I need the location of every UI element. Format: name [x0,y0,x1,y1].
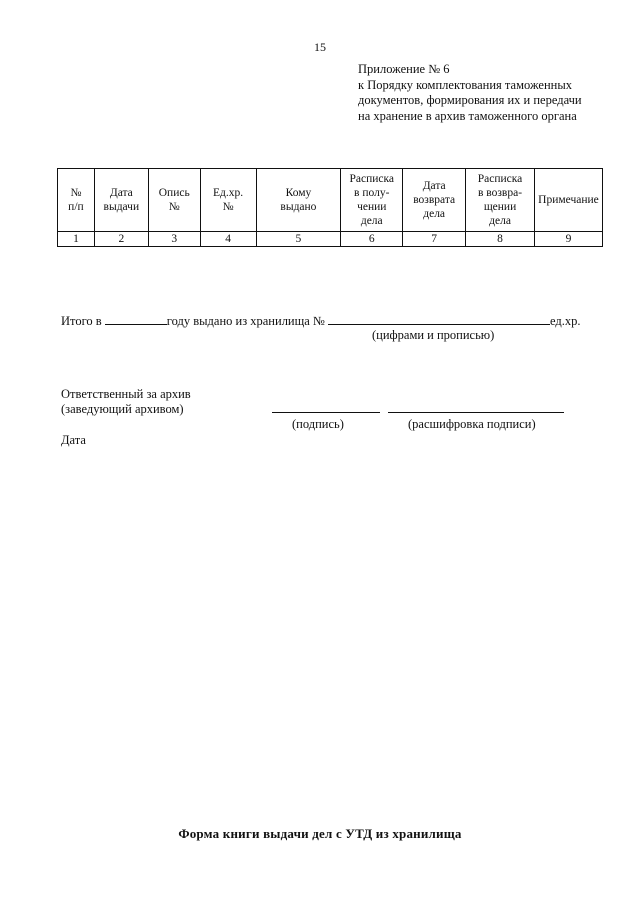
year-blank-line [105,312,167,325]
responsible-line-2: (заведующий архивом) [61,402,184,416]
column-number-9: 9 [534,232,602,247]
column-header-3 [148,169,200,232]
column-header-1 [58,169,95,232]
column-header-line: в полу- [354,187,390,199]
column-header-line: дела [489,215,511,227]
column-header-4 [200,169,256,232]
signature-line [272,412,380,413]
column-header-line: выдачи [103,201,140,213]
column-header-8 [466,169,535,232]
page-number: 15 [314,40,326,54]
column-header-line: дела [423,208,446,220]
total-hint: (цифрами и прописью) [372,328,495,342]
appendix-line: документов, формирования их и передачи [358,93,582,107]
total-middle: году выдано из хранилища № [166,314,325,328]
column-header-5 [256,169,341,232]
count-blank-line [328,312,550,325]
column-header-line: дела [360,215,383,227]
column-header-2 [94,169,148,232]
column-header-line: Ед.хр. [213,187,244,199]
column-header-line: № [70,187,82,199]
column-number-6: 6 [341,232,403,247]
column-header-line: Примечание [538,194,599,206]
column-number-2: 2 [94,232,148,247]
column-header-line: Расписка [477,173,523,185]
column-header-line: возврата [413,194,456,206]
column-header-6 [341,169,403,232]
decoding-line [388,412,564,413]
form-caption: Форма книги выдачи дел с УТД из хранилища [178,826,462,841]
column-header-line: Опись [158,187,190,199]
total-line [61,312,580,329]
responsible-line-1: Ответственный за архив [61,387,191,401]
column-header-line: чении [357,201,387,213]
column-header-line: Дата [422,180,446,192]
column-header-line: выдано [280,201,317,213]
issue-register-table [57,168,603,247]
appendix-line: на хранение в архив таможенного органа [358,108,577,123]
total-prefix: Итого в [61,314,102,328]
total-suffix: ед.хр. [549,314,581,328]
column-header-line: Дата [109,187,133,199]
column-number-3: 3 [148,232,200,247]
column-header-9 [534,169,602,232]
date-label: Дата [61,433,86,447]
decoding-hint: (расшифровка подписи) [408,417,536,431]
column-header-7 [403,169,466,232]
column-number-5: 5 [256,232,341,247]
column-number-8: 8 [466,232,535,247]
column-header-line: Кому [285,187,312,199]
appendix-line: к Порядку комплектования таможенных [358,77,572,92]
appendix-block [358,62,582,124]
appendix-line: Приложение № 6 [358,62,450,76]
column-header-line: № [168,201,180,213]
table-number-row [58,232,603,247]
column-number-4: 4 [200,232,256,247]
column-header-line: п/п [68,201,84,213]
signature-hint: (подпись) [292,417,344,431]
column-header-line: в возвра- [477,187,523,199]
column-header-line: щении [483,201,517,213]
column-number-1: 1 [58,232,95,247]
column-number-7: 7 [403,232,466,247]
table-header-row [58,169,603,232]
column-header-line: № [222,201,234,213]
column-header-line: Расписка [349,173,395,185]
